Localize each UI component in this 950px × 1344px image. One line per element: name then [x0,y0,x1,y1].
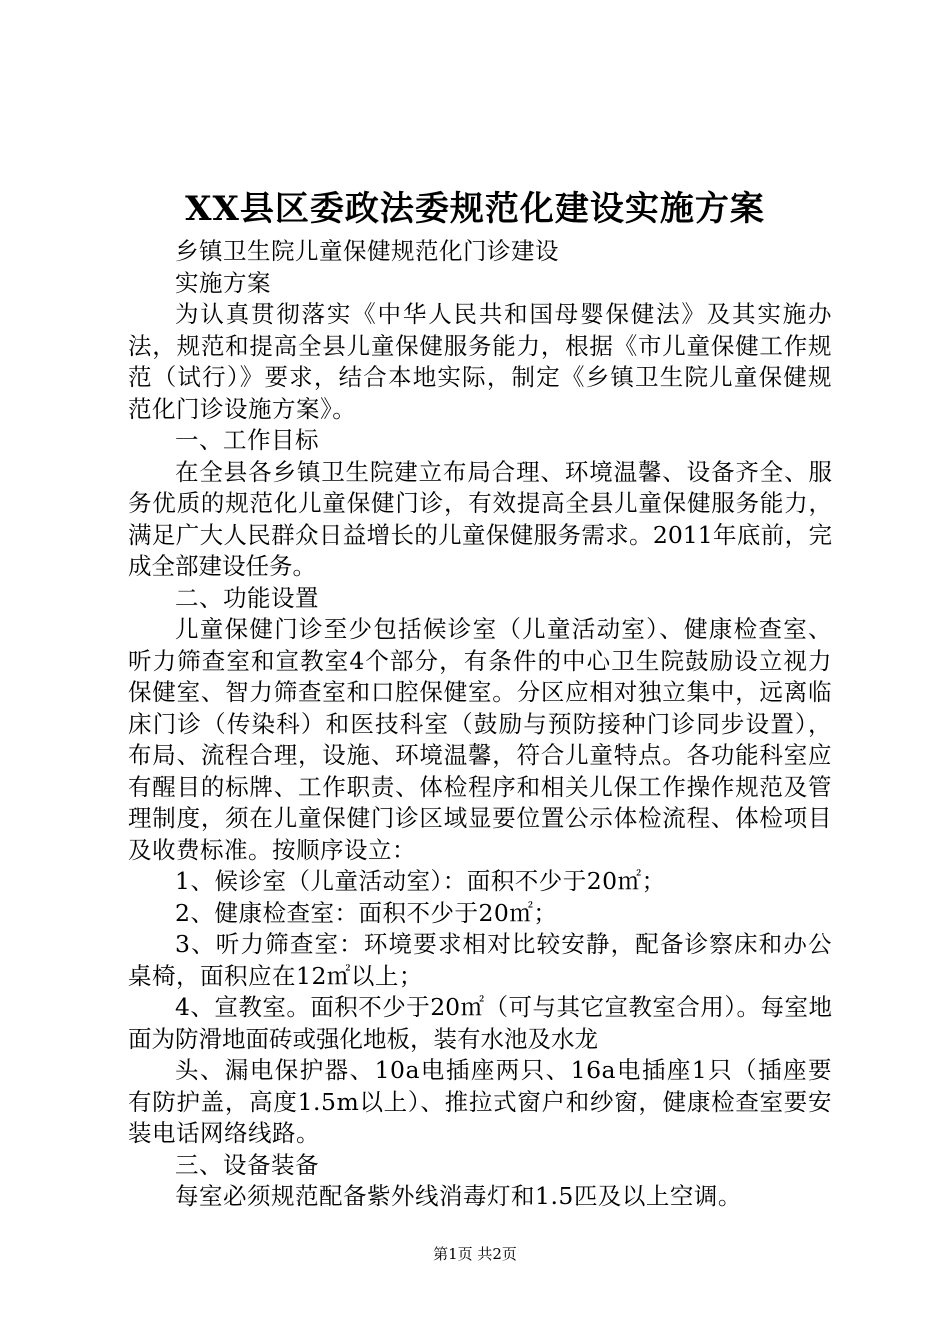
section-heading: 一、工作目标 [175,426,319,454]
section-heading: 三、设备装备 [175,1150,319,1179]
body-paragraph: 为认真贯彻落实《中华人民共和国母婴保健法》及其实施办法，规范和提高全县儿童保健服务能力，根据《市儿童保健工作规范（试行）》要求，结合本地实际，制定《乡镇卫生院儿童保健规范化门诊设施方案》。 [128,300,832,423]
subtitle-line: 实施方案 [175,268,271,297]
list-item: 4、宣教室。面积不少于20㎡（可与其它宣教室合用）。每室地面为防滑地面砖或强化地板，装有水池及水龙 [128,993,832,1053]
section-heading: 二、功能设置 [175,583,319,612]
body-paragraph: 每室必须规范配备紫外线消毒灯和1.5匹及以上空调。 [175,1182,742,1210]
subtitle-line: 乡镇卫生院儿童保健规范化门诊建设 [175,237,559,265]
list-item: 3、听力筛查室：环境要求相对比较安静，配备诊察床和办公桌椅，面积应在12㎡以上； [128,930,832,990]
body-paragraph: 儿童保健门诊至少包括候诊室（儿童活动室）、健康检查室、听力筛查室和宣教室4个部分，有条件的中心卫生院鼓励设立视力保健室、智力筛查室和口腔保健室。分区应相对独立集中，远离临床门诊（传染科）和医技科室（鼓励与预防接种门诊同步设置），布局、流程合理，设施、环境温馨，符合儿童特点。各功能科室应有醒目的标牌、工作职责、体检程序和相关儿保工作操作规范及管理制度，须在儿童保健门诊区域显要位置公示体检流程、体检项目及收费标准。按顺序设立： [128,615,832,864]
list-item: 1、候诊室（儿童活动室）：面积不少于20㎡； [175,867,666,895]
document-body [128,236,832,1213]
body-paragraph: 在全县各乡镇卫生院建立布局合理、环境温馨、设备齐全、服务优质的规范化儿童保健门诊，有效提高全县儿童保健服务能力，满足广大人民群众日益增长的儿童保健服务需求。2011年底前，完成全部建设任务。 [128,457,832,580]
document-title: XX县区委政法委规范化建设实施方案 [185,189,765,229]
page-number-footer: 第1页 共2页 [433,1245,517,1263]
body-paragraph: 头、漏电保护器、10a电插座两只、16a电插座1只（插座要有防护盖，高度1.5m以上）、推拉式窗户和纱窗，健康检查室要安装电话网络线路。 [128,1056,832,1147]
list-item: 2、健康检查室：面积不少于20㎡； [175,898,558,927]
